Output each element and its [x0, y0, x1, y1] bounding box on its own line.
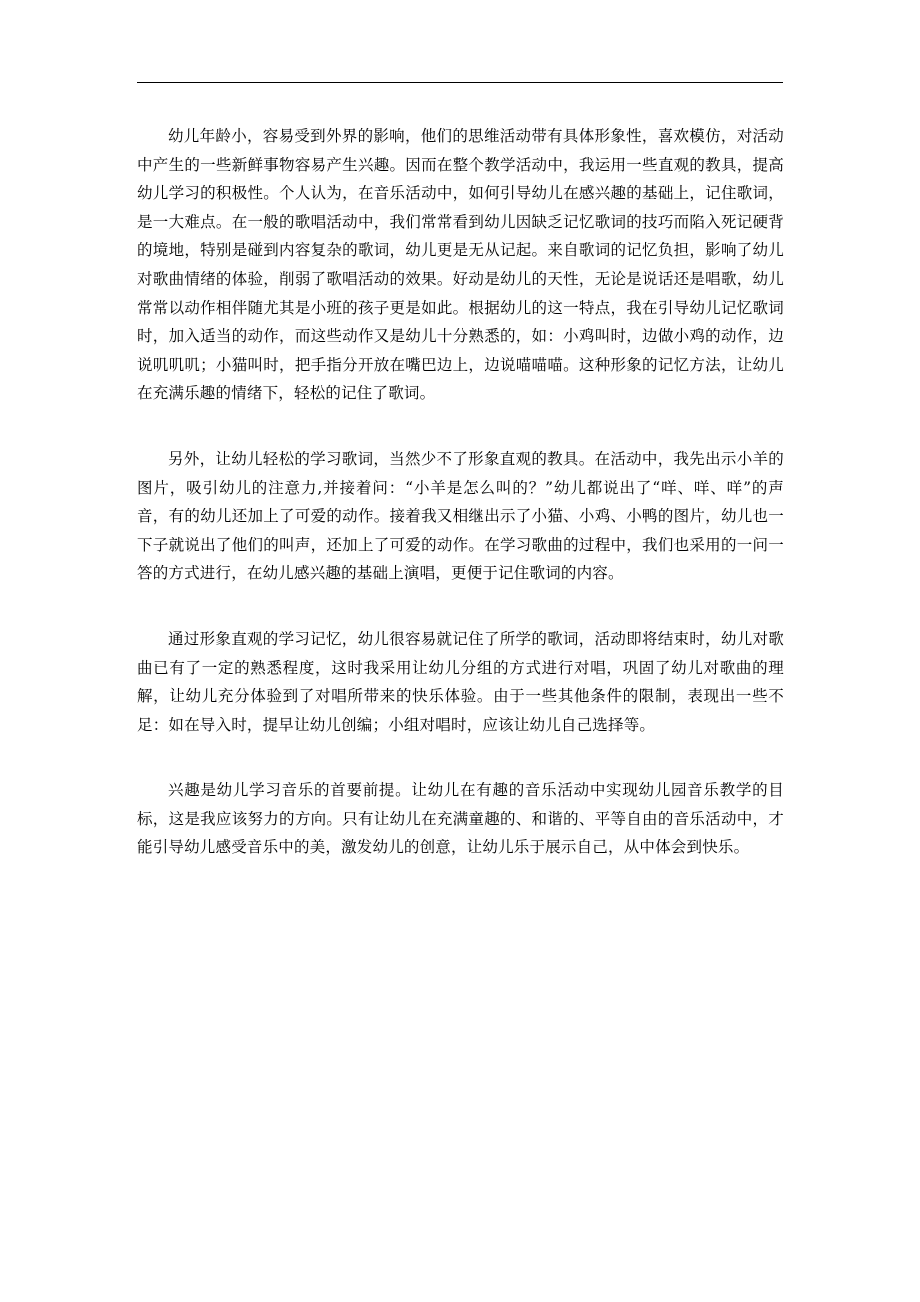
paragraph-2: 另外，让幼儿轻松的学习歌词，当然少不了形象直观的教具。在活动中，我先出示小羊的图片，吸引幼儿的注意力,并接着问：“小羊是怎么叫的？”幼儿都说出了“咩、咩、咩”的声音，有的幼儿还加上了可爱的动作。接着我又相继出示了小猫、小鸡、小鸭的图片，幼儿也一下子就说出了他们的叫声，还加上了可爱的动作。在学习歌曲的过程中，我们也采用的一问一答的方式进行，在幼儿感兴趣的基础上演唱，更便于记住歌词的内容。	[137, 449, 784, 583]
header-divider	[137, 82, 783, 83]
document-body	[137, 122, 784, 899]
paragraph-1: 幼儿年龄小，容易受到外界的影响，他们的思维活动带有具体形象性，喜欢模仿，对活动中产生的一些新鲜事物容易产生兴趣。因而在整个教学活动中，我运用一些直观的教具，提高幼儿学习的积极性。个人认为，在音乐活动中，如何引导幼儿在感兴趣的基础上，记住歌词，是一大难点。在一般的歌唱活动中，我们常常看到幼儿因缺乏记忆歌词的技巧而陷入死记硬背的境地，特别是碰到内容复杂的歌词，幼儿更是无从记起。来自歌词的记忆负担，影响了幼儿对歌曲情绪的体验，削弱了歌唱活动的效果。好动是幼儿的天性，无论是说话还是唱歌，幼儿常常以动作相伴随尤其是小班的孩子更是如此。根据幼儿的这一特点，我在引导幼儿记忆歌词时，加入适当的动作，而这些动作又是幼儿十分熟悉的，如：小鸡叫时，边做小鸡的动作，边说叽叽叽；小猫叫时，把手指分开放在嘴巴边上，边说喵喵喵。这种形象的记忆方法，让幼儿在充满乐趣的情绪下，轻松的记住了歌词。	[137, 127, 784, 403]
paragraph-3: 通过形象直观的学习记忆，幼儿很容易就记住了所学的歌词，活动即将结束时，幼儿对歌曲已有了一定的熟悉程度，这时我采用让幼儿分组的方式进行对唱，巩固了幼儿对歌曲的理解，让幼儿充分体验到了对唱所带来的快乐体验。由于一些其他条件的限制，表现出一些不足：如在导入时，提早让幼儿创编；小组对唱时，应该让幼儿自己选择等。	[137, 629, 784, 734]
paragraph-4: 兴趣是幼儿学习音乐的首要前提。让幼儿在有趣的音乐活动中实现幼儿园音乐教学的目标，这是我应该努力的方向。只有让幼儿在充满童趣的、和谐的、平等自由的音乐活动中，才能引导幼儿感受音乐中的美，激发幼儿的创意，让幼儿乐于展示自己，从中体会到快乐。	[137, 781, 784, 857]
